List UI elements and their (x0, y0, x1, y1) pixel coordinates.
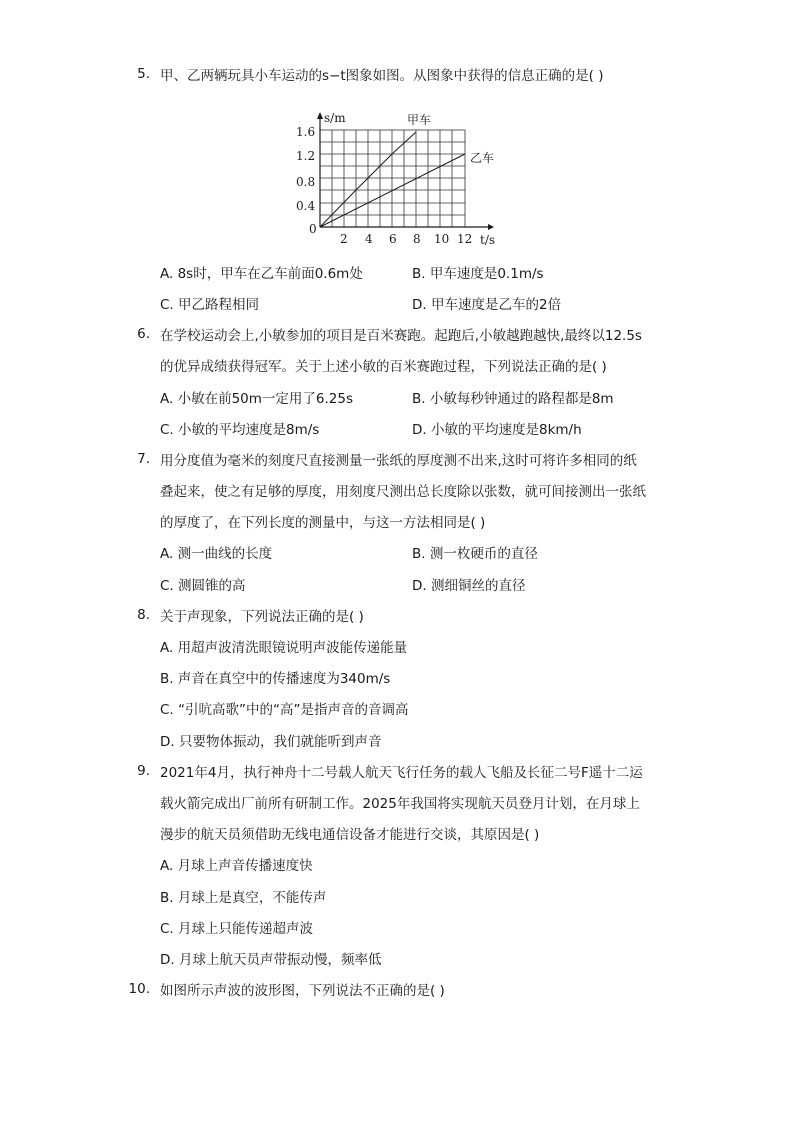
question-number: 6. (137, 326, 150, 342)
question-number: 8. (137, 607, 150, 623)
option-a: A. 测一曲线的长度 (160, 546, 273, 562)
question-text: 漫步的航天员须借助无线电通信设备才能进行交谈，其原因是( ) (160, 827, 540, 843)
question-text: 的优异成绩获得冠军。关于上述小敏的百米赛跑过程，下列说法正确的是( ) (160, 359, 607, 375)
question-text: 叠起来，使之有足够的厚度，用刻度尺测出总长度除以张数，就可间接测出一张纸 (160, 484, 646, 500)
option-b: B. 声音在真空中的传播速度为340m/s (160, 671, 391, 687)
question-text: 甲、乙两辆玩具小车运动的s−t图象如图。从图象中获得的信息正确的是( ) (160, 68, 604, 84)
x-tick-label: 6 (389, 232, 397, 246)
question-number: 5. (137, 66, 150, 82)
y-tick-label: 0.4 (296, 199, 316, 213)
question-text: 用分度值为毫米的刻度尺直接测量一张纸的厚度测不出来,这时可将许多相同的纸 (160, 453, 637, 469)
x-tick-label: 2 (340, 232, 348, 246)
graph-grid (320, 130, 465, 227)
question-text: 2021年4月，执行神舟十二号载人航天飞行任务的载人飞船及长征二号F遥十二运 (160, 765, 643, 781)
question-number: 10. (128, 981, 150, 997)
option-a: A. 小敏在前50m一定用了6.25s (160, 391, 354, 407)
option-d: D. 只要物体振动，我们就能听到声音 (160, 734, 382, 750)
option-a: A. 月球上声音传播速度快 (160, 858, 313, 874)
option-c: C. 小敏的平均速度是8m/s (160, 422, 320, 438)
s-t-graph (290, 108, 510, 254)
x-tick-label: 10 (434, 232, 450, 246)
x-tick-label: 12 (457, 232, 473, 246)
option-a: A. 8s时，甲车在乙车前面0.6m处 (160, 266, 363, 282)
option-c: C. 甲乙路程相同 (160, 297, 260, 313)
option-b: B. 月球上是真空，不能传声 (160, 890, 327, 906)
y-axis-label: s/m (324, 111, 346, 125)
question-text: 如图所示声波的波形图，下列说法不正确的是( ) (160, 983, 445, 999)
x-axis-label: t/s (480, 233, 496, 247)
series-jia-label: 甲车 (407, 113, 432, 127)
question-text: 在学校运动会上,小敏参加的项目是百米赛跑。起跑后,小敏越跑越快,最终以12.5s (160, 328, 642, 344)
question-text: 的厚度了，在下列长度的测量中，与这一方法相同是( ) (160, 515, 486, 531)
x-tick-label: 8 (413, 232, 421, 246)
option-d: D. 测细铜丝的直径 (412, 578, 526, 594)
option-b: B. 小敏每秒钟通过的路程都是8m (412, 391, 614, 407)
option-c: C. “引吭高歌”中的“高”是指声音的音调高 (160, 702, 409, 718)
question-text: 载火箭完成出厂前所有研制工作。2025年我国将实现航天员登月计划，在月球上 (160, 796, 640, 812)
option-b: B. 测一枚硬币的直径 (412, 546, 538, 562)
series-yi-line (320, 154, 465, 227)
y-tick-label: 1.6 (296, 125, 316, 139)
series-yi-label: 乙车 (470, 151, 495, 165)
y-tick-label: 1.2 (296, 149, 316, 163)
option-a: A. 用超声波清洗眼镜说明声波能传递能量 (160, 640, 408, 656)
option-b: B. 甲车速度是0.1m/s (412, 266, 544, 282)
option-c: C. 月球上只能传递超声波 (160, 921, 314, 937)
origin-label: 0 (309, 222, 317, 236)
x-tick-label: 4 (365, 232, 373, 246)
option-d: D. 甲车速度是乙车的2倍 (412, 297, 562, 313)
option-d: D. 小敏的平均速度是8km/h (412, 422, 582, 438)
question-number: 9. (137, 763, 150, 779)
option-c: C. 测圆锥的高 (160, 578, 246, 594)
y-tick-label: 0.8 (296, 175, 316, 189)
question-number: 7. (137, 451, 150, 467)
question-text: 关于声现象，下列说法正确的是( ) (160, 609, 364, 625)
option-d: D. 月球上航天员声带振动慢，频率低 (160, 952, 382, 968)
